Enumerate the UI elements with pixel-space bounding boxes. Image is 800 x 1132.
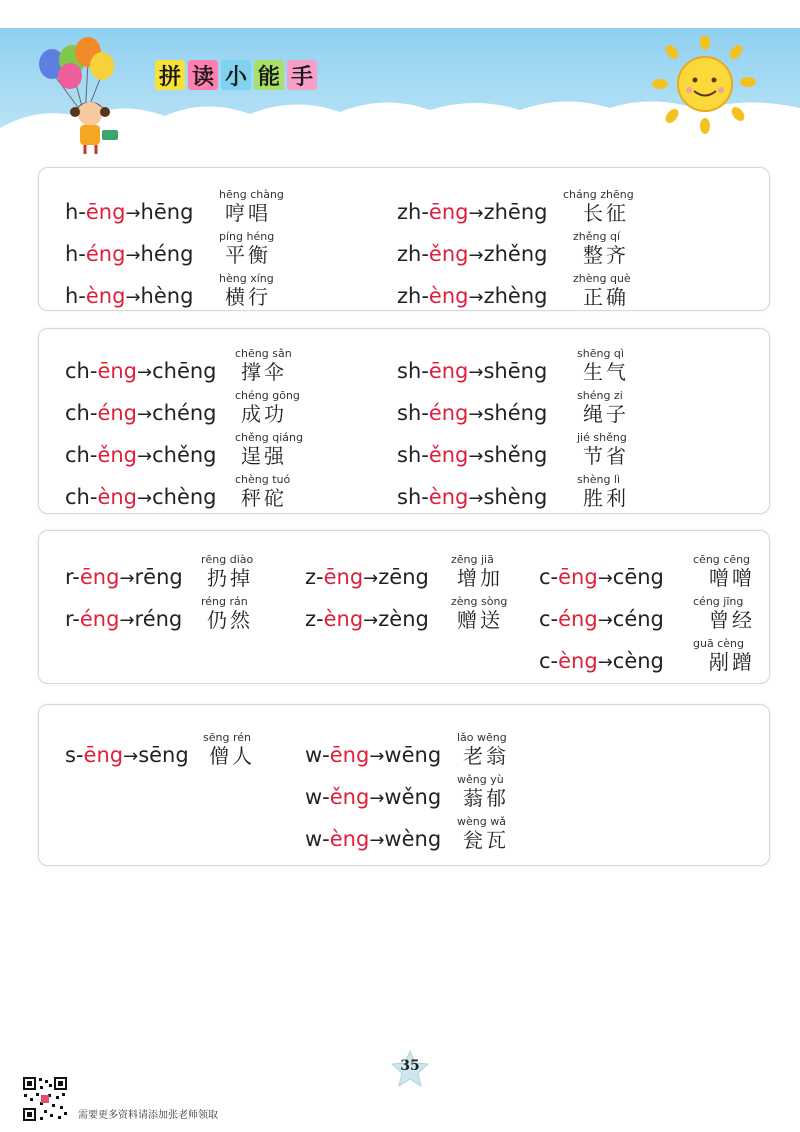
initial-consonant: w- bbox=[305, 827, 330, 851]
initial-consonant: zh- bbox=[397, 200, 429, 224]
initial-consonant: w- bbox=[305, 743, 330, 767]
word-pinyin: píng héng bbox=[219, 230, 275, 243]
syllable-formula bbox=[397, 200, 547, 224]
page-number: 35 bbox=[400, 1058, 420, 1074]
arrow-right-icon: → bbox=[125, 203, 141, 224]
combined-syllable: wēng bbox=[384, 743, 442, 767]
word-hanzi: 扔掉 bbox=[207, 566, 253, 590]
syllable-formula bbox=[539, 607, 664, 631]
word-pinyin: céng jīng bbox=[693, 595, 744, 608]
word-pinyin: shēng qì bbox=[577, 347, 624, 360]
syllable-formula bbox=[65, 401, 217, 425]
word-hanzi: 生气 bbox=[583, 360, 629, 384]
initial-consonant: ch- bbox=[65, 359, 98, 383]
arrow-right-icon: → bbox=[468, 488, 484, 509]
word-hanzi: 绳子 bbox=[583, 402, 629, 426]
word-pinyin: wèng wǎ bbox=[457, 815, 506, 828]
arrow-right-icon: → bbox=[468, 287, 484, 308]
title-char: 手 bbox=[287, 60, 317, 90]
final-eng: éng bbox=[79, 607, 120, 631]
initial-consonant: ch- bbox=[65, 485, 98, 509]
initial-consonant: r- bbox=[65, 607, 80, 631]
combined-syllable: céng bbox=[612, 607, 664, 631]
final-eng: ēng bbox=[428, 200, 469, 224]
initial-consonant: c- bbox=[539, 565, 559, 589]
syllable-formula bbox=[539, 649, 664, 673]
practice-section-2 bbox=[38, 328, 770, 514]
arrow-right-icon: → bbox=[137, 488, 153, 509]
arrow-right-icon: → bbox=[597, 610, 613, 631]
final-eng: ěng bbox=[428, 443, 469, 467]
syllable-formula bbox=[65, 607, 182, 631]
combined-syllable: zhěng bbox=[483, 242, 548, 266]
syllable-formula bbox=[305, 785, 441, 809]
word-hanzi: 正确 bbox=[583, 285, 629, 309]
final-eng: èng bbox=[85, 284, 126, 308]
combined-syllable: réng bbox=[134, 607, 183, 631]
combined-syllable: shéng bbox=[483, 401, 548, 425]
arrow-right-icon: → bbox=[369, 788, 385, 809]
initial-consonant: c- bbox=[539, 607, 559, 631]
final-eng: èng bbox=[428, 284, 469, 308]
combined-syllable: shěng bbox=[483, 443, 548, 467]
example-word bbox=[457, 815, 509, 853]
word-hanzi: 秤砣 bbox=[241, 486, 287, 510]
final-eng: ēng bbox=[329, 743, 370, 767]
syllable-formula bbox=[539, 565, 664, 589]
syllable-formula bbox=[65, 359, 217, 383]
final-eng: èng bbox=[428, 485, 469, 509]
initial-consonant: zh- bbox=[397, 284, 429, 308]
arrow-right-icon: → bbox=[137, 404, 153, 425]
word-pinyin: lǎo wēng bbox=[457, 731, 507, 744]
final-eng: ēng bbox=[83, 743, 124, 767]
word-hanzi: 哼唱 bbox=[225, 201, 271, 225]
word-pinyin: zèng sòng bbox=[451, 595, 508, 608]
word-pinyin: wěng yù bbox=[457, 773, 504, 786]
example-word bbox=[573, 230, 629, 268]
word-pinyin: zēng jiā bbox=[451, 553, 494, 566]
combined-syllable: zhēng bbox=[483, 200, 548, 224]
syllable-formula bbox=[65, 284, 193, 308]
syllable-formula bbox=[397, 485, 547, 509]
combined-syllable: chéng bbox=[152, 401, 217, 425]
word-hanzi: 节省 bbox=[583, 444, 629, 468]
word-pinyin: cháng zhēng bbox=[563, 188, 634, 201]
syllable-formula bbox=[397, 242, 547, 266]
word-hanzi: 横行 bbox=[225, 285, 271, 309]
example-word bbox=[451, 595, 508, 633]
qr-code-icon bbox=[22, 1076, 68, 1122]
title-char: 能 bbox=[254, 60, 284, 90]
initial-consonant: h- bbox=[65, 284, 86, 308]
word-pinyin: hēng chàng bbox=[219, 188, 284, 201]
word-hanzi: 蓊郁 bbox=[463, 786, 509, 810]
final-eng: éng bbox=[85, 242, 126, 266]
word-pinyin: chèng tuó bbox=[235, 473, 291, 486]
word-pinyin: cēng cēng bbox=[693, 553, 751, 566]
syllable-formula bbox=[397, 359, 547, 383]
arrow-right-icon: → bbox=[468, 446, 484, 467]
initial-consonant: zh- bbox=[397, 242, 429, 266]
word-hanzi: 赠送 bbox=[457, 608, 503, 632]
arrow-right-icon: → bbox=[597, 652, 613, 673]
word-hanzi: 胜利 bbox=[583, 486, 629, 510]
example-word bbox=[201, 595, 253, 633]
word-hanzi: 长征 bbox=[583, 201, 629, 225]
example-word bbox=[203, 731, 255, 769]
combined-syllable: chèng bbox=[152, 485, 217, 509]
word-hanzi: 仍然 bbox=[207, 608, 253, 632]
final-eng: ěng bbox=[428, 242, 469, 266]
syllable-formula bbox=[65, 743, 189, 767]
page-number-badge bbox=[388, 1049, 432, 1089]
example-word bbox=[201, 553, 254, 591]
initial-consonant: ch- bbox=[65, 443, 98, 467]
word-pinyin: guā cèng bbox=[693, 637, 744, 650]
example-word bbox=[219, 230, 275, 268]
arrow-right-icon: → bbox=[468, 404, 484, 425]
syllable-formula bbox=[305, 565, 429, 589]
word-hanzi: 整齐 bbox=[583, 243, 629, 267]
combined-syllable: sēng bbox=[138, 743, 189, 767]
title-char: 小 bbox=[221, 60, 251, 90]
page-title bbox=[155, 60, 317, 90]
arrow-right-icon: → bbox=[119, 610, 135, 631]
syllable-formula bbox=[305, 827, 441, 851]
sun-illustration bbox=[650, 36, 760, 136]
syllable-formula bbox=[397, 284, 547, 308]
combined-syllable: héng bbox=[140, 242, 194, 266]
arrow-right-icon: → bbox=[123, 746, 139, 767]
example-word bbox=[577, 431, 629, 469]
word-pinyin: réng rán bbox=[201, 595, 248, 608]
final-eng: ēng bbox=[97, 359, 137, 383]
word-pinyin: sēng rén bbox=[203, 731, 251, 744]
combined-syllable: chěng bbox=[152, 443, 217, 467]
initial-consonant: z- bbox=[305, 607, 324, 631]
word-pinyin: shéng zi bbox=[577, 389, 623, 402]
final-eng: ēng bbox=[85, 200, 126, 224]
page-header bbox=[0, 0, 800, 160]
final-eng: ēng bbox=[558, 565, 598, 589]
combined-syllable: cèng bbox=[612, 649, 664, 673]
word-hanzi: 增加 bbox=[457, 566, 503, 590]
word-pinyin: chēng sǎn bbox=[235, 347, 292, 360]
word-hanzi: 剐蹭 bbox=[709, 650, 755, 674]
final-eng: ěng bbox=[329, 785, 370, 809]
arrow-right-icon: → bbox=[369, 830, 385, 851]
example-word bbox=[235, 389, 300, 427]
syllable-formula bbox=[65, 242, 193, 266]
word-hanzi: 成功 bbox=[241, 402, 287, 426]
final-eng: èng bbox=[558, 649, 598, 673]
combined-syllable: chēng bbox=[152, 359, 217, 383]
combined-syllable: zèng bbox=[378, 607, 429, 631]
initial-consonant: h- bbox=[65, 242, 86, 266]
example-word bbox=[235, 347, 292, 385]
combined-syllable: shèng bbox=[483, 485, 548, 509]
example-word bbox=[693, 595, 755, 633]
initial-consonant: sh- bbox=[397, 443, 429, 467]
arrow-right-icon: → bbox=[363, 610, 379, 631]
final-eng: éng bbox=[558, 607, 598, 631]
initial-consonant: s- bbox=[65, 743, 84, 767]
word-pinyin: hèng xíng bbox=[219, 272, 274, 285]
word-hanzi: 老翁 bbox=[463, 744, 509, 768]
final-eng: ěng bbox=[97, 443, 137, 467]
initial-consonant: w- bbox=[305, 785, 330, 809]
example-word bbox=[563, 188, 634, 226]
syllable-formula bbox=[305, 607, 429, 631]
initial-consonant: sh- bbox=[397, 485, 429, 509]
initial-consonant: h- bbox=[65, 200, 86, 224]
initial-consonant: r- bbox=[65, 565, 80, 589]
arrow-right-icon: → bbox=[119, 568, 135, 589]
initial-consonant: z- bbox=[305, 565, 324, 589]
combined-syllable: zhèng bbox=[483, 284, 548, 308]
combined-syllable: cēng bbox=[612, 565, 664, 589]
word-hanzi: 平衡 bbox=[225, 243, 271, 267]
title-char: 读 bbox=[188, 60, 218, 90]
arrow-right-icon: → bbox=[369, 746, 385, 767]
example-word bbox=[573, 272, 631, 310]
example-word bbox=[219, 272, 274, 310]
syllable-formula bbox=[65, 200, 193, 224]
word-hanzi: 僧人 bbox=[209, 744, 255, 768]
word-hanzi: 瓮瓦 bbox=[463, 828, 509, 852]
arrow-right-icon: → bbox=[597, 568, 613, 589]
example-word bbox=[577, 389, 629, 427]
arrow-right-icon: → bbox=[468, 203, 484, 224]
combined-syllable: wěng bbox=[384, 785, 442, 809]
initial-consonant: sh- bbox=[397, 401, 429, 425]
arrow-right-icon: → bbox=[363, 568, 379, 589]
syllable-formula bbox=[65, 485, 217, 509]
combined-syllable: wèng bbox=[384, 827, 442, 851]
final-eng: éng bbox=[97, 401, 137, 425]
title-char: 拼 bbox=[155, 60, 185, 90]
combined-syllable: hèng bbox=[140, 284, 194, 308]
word-pinyin: chěng qiáng bbox=[235, 431, 303, 444]
initial-consonant: ch- bbox=[65, 401, 98, 425]
arrow-right-icon: → bbox=[125, 245, 141, 266]
final-eng: ēng bbox=[79, 565, 120, 589]
syllable-formula bbox=[397, 401, 547, 425]
example-word bbox=[693, 637, 755, 675]
word-hanzi: 噌噌 bbox=[709, 566, 755, 590]
example-word bbox=[219, 188, 284, 226]
practice-section-4 bbox=[38, 704, 770, 866]
word-pinyin: jié shěng bbox=[577, 431, 627, 444]
word-hanzi: 逞强 bbox=[241, 444, 287, 468]
combined-syllable: hēng bbox=[140, 200, 194, 224]
final-eng: ēng bbox=[323, 565, 364, 589]
example-word bbox=[457, 773, 509, 811]
arrow-right-icon: → bbox=[137, 362, 153, 383]
word-hanzi: 曾经 bbox=[709, 608, 755, 632]
example-word bbox=[577, 473, 629, 511]
syllable-formula bbox=[65, 443, 217, 467]
syllable-formula bbox=[305, 743, 441, 767]
balloons-girl-illustration bbox=[30, 32, 150, 160]
final-eng: ēng bbox=[428, 359, 469, 383]
arrow-right-icon: → bbox=[125, 287, 141, 308]
initial-consonant: sh- bbox=[397, 359, 429, 383]
arrow-right-icon: → bbox=[468, 362, 484, 383]
example-word bbox=[451, 553, 503, 591]
example-word bbox=[457, 731, 509, 769]
final-eng: éng bbox=[428, 401, 469, 425]
word-pinyin: rēng diào bbox=[201, 553, 254, 566]
word-hanzi: 撑伞 bbox=[241, 360, 287, 384]
final-eng: èng bbox=[323, 607, 364, 631]
combined-syllable: zēng bbox=[378, 565, 429, 589]
combined-syllable: rēng bbox=[134, 565, 183, 589]
practice-section-3 bbox=[38, 530, 770, 684]
practice-section-1 bbox=[38, 167, 770, 311]
word-pinyin: zhěng qí bbox=[573, 230, 621, 243]
arrow-right-icon: → bbox=[137, 446, 153, 467]
example-word bbox=[693, 553, 755, 591]
example-word bbox=[235, 431, 303, 469]
word-pinyin: shèng lì bbox=[577, 473, 621, 486]
final-eng: èng bbox=[329, 827, 370, 851]
syllable-formula bbox=[397, 443, 547, 467]
final-eng: èng bbox=[97, 485, 137, 509]
initial-consonant: c- bbox=[539, 649, 559, 673]
footer-note: 需要更多资料请添加张老师领取 bbox=[78, 1110, 218, 1121]
example-word bbox=[577, 347, 629, 385]
word-pinyin: zhèng què bbox=[573, 272, 631, 285]
example-word bbox=[235, 473, 291, 511]
combined-syllable: shēng bbox=[483, 359, 548, 383]
syllable-formula bbox=[65, 565, 183, 589]
word-pinyin: chéng gōng bbox=[235, 389, 300, 402]
arrow-right-icon: → bbox=[468, 245, 484, 266]
